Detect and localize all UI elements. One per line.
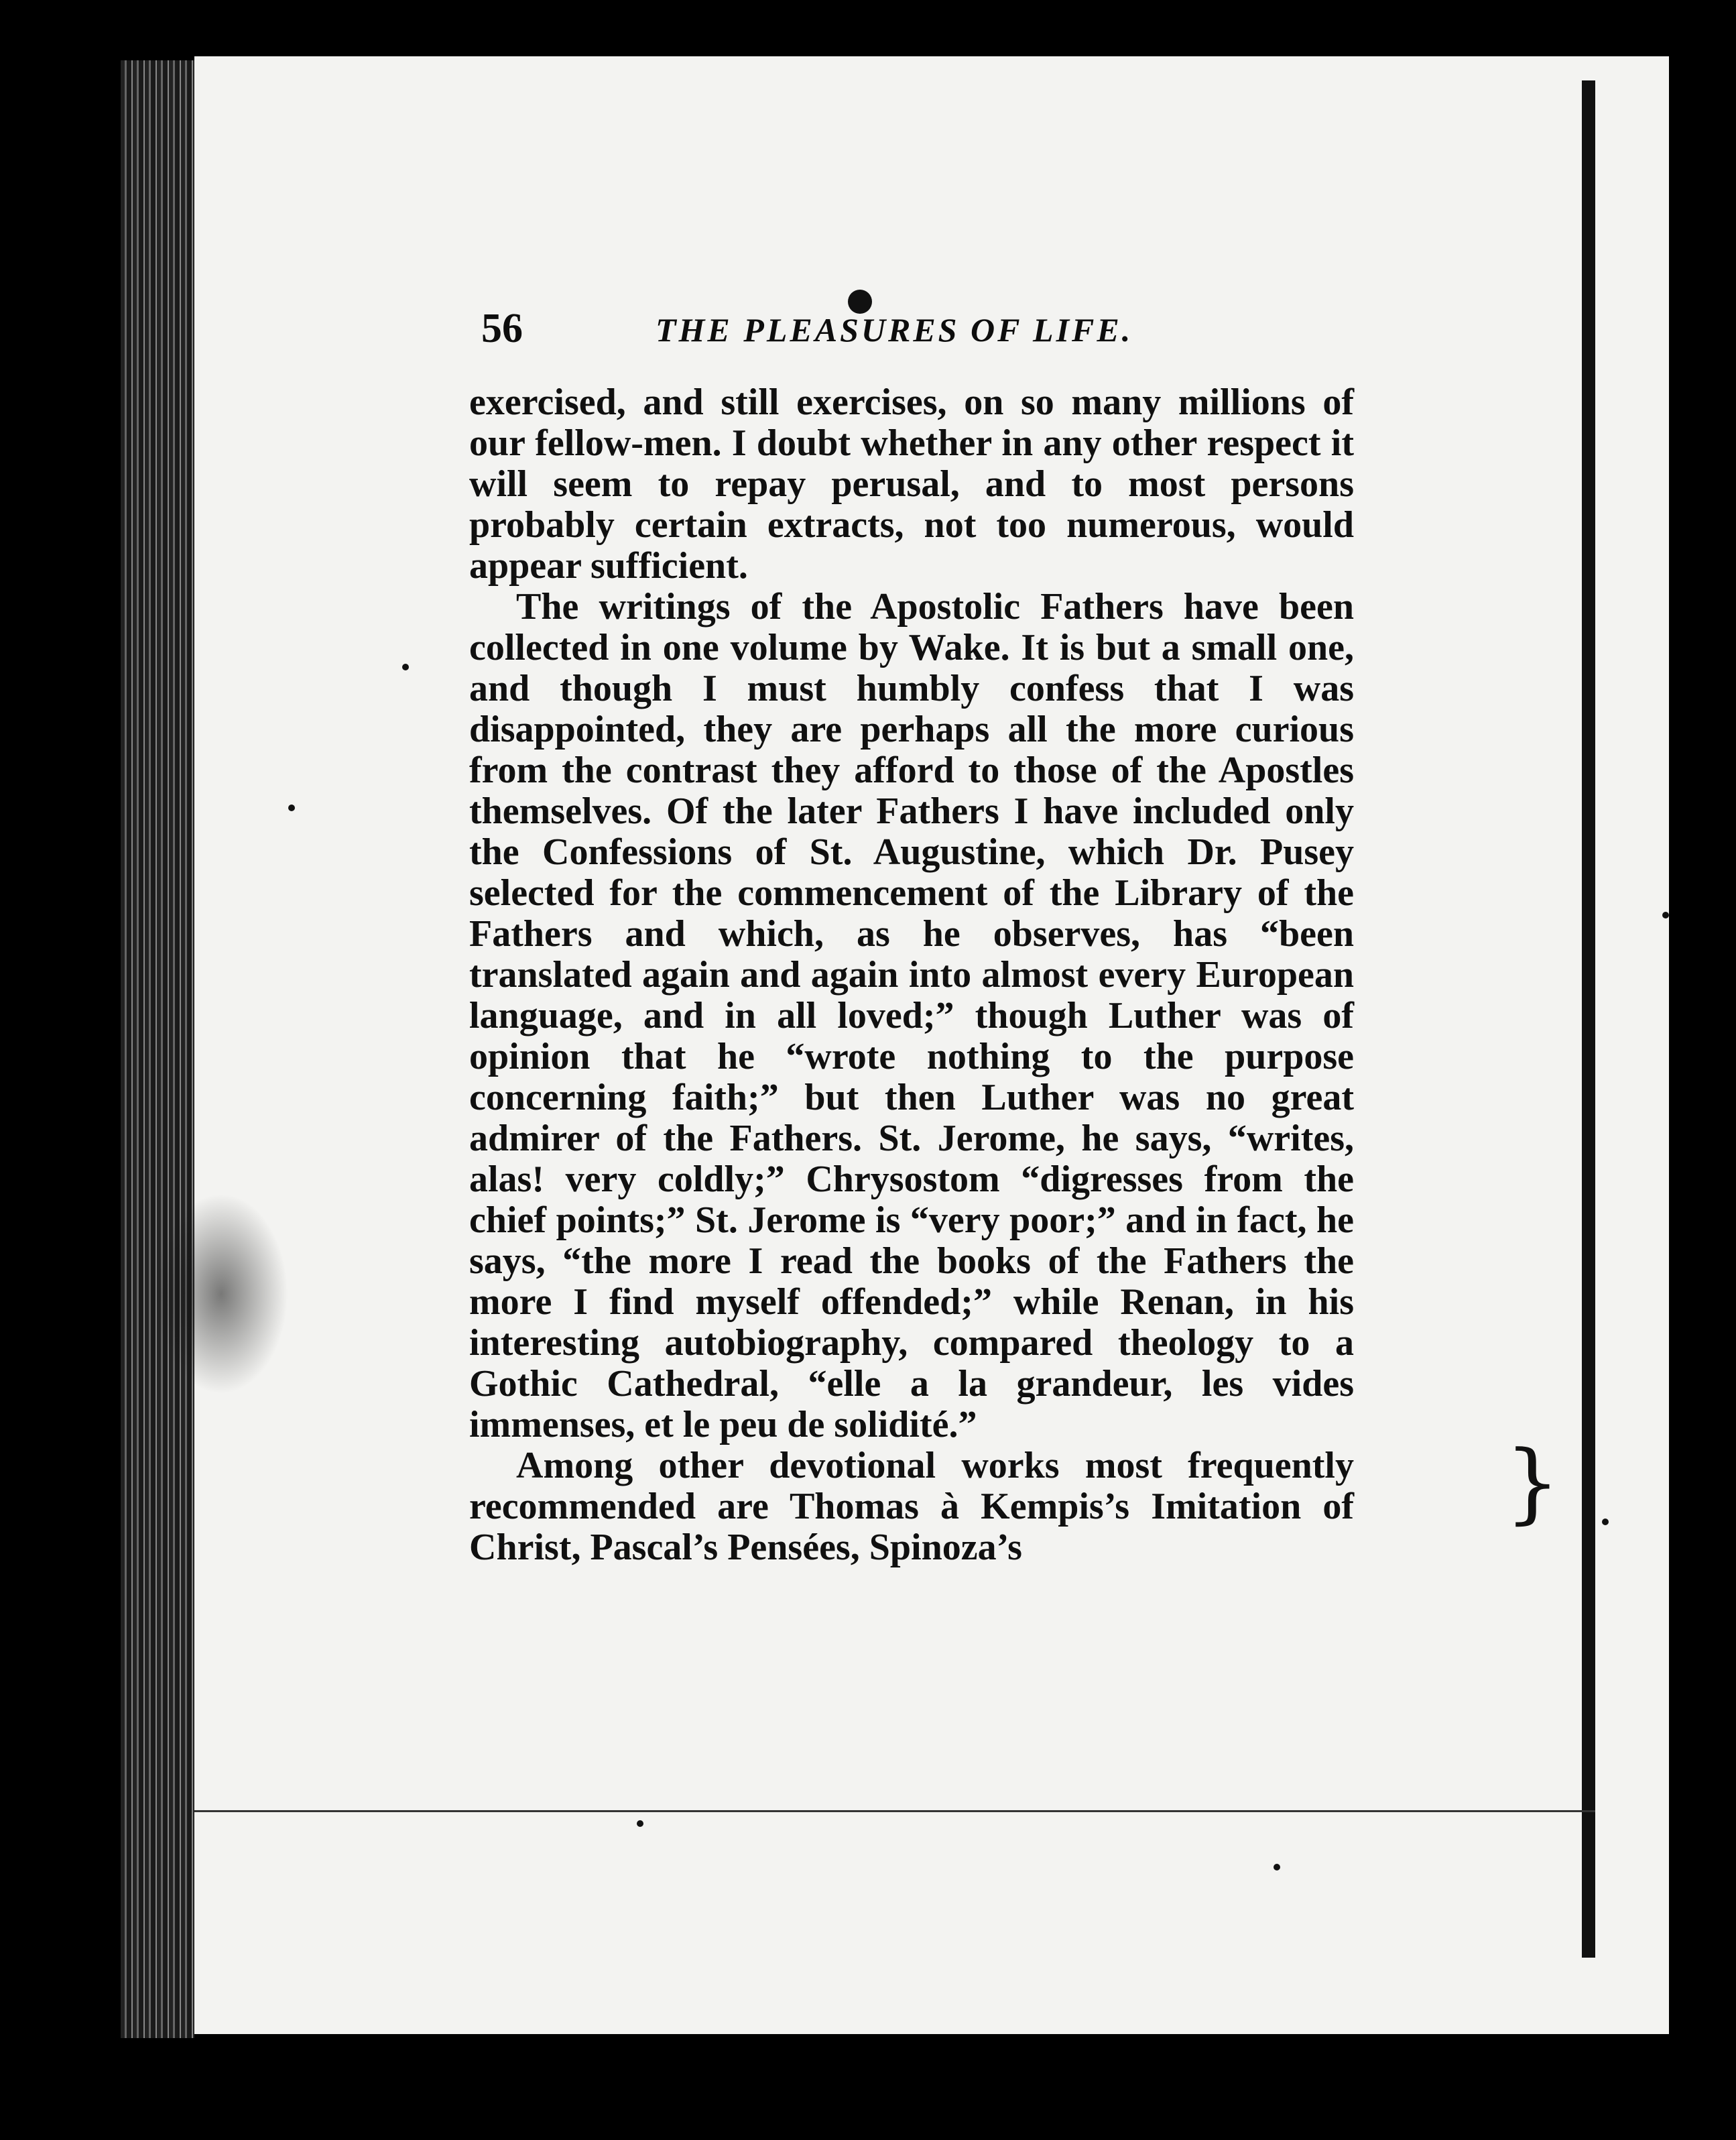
- page-edge: [1582, 80, 1595, 1958]
- speck: [637, 1820, 643, 1827]
- running-head: [481, 305, 1185, 359]
- paragraph-2: The writings of the Apostolic Fathers have been collected in one volume by Wake. It is but a small one, and though I must humbly confess that I was disappointed, they are perhaps all the more curious from the contrast they afford to those of the Apostles themselves. Of the later Fathers I have included only the Confessions of St. Augustine, which Dr. Pusey selected for the commencement of the Library of the Fathers and which, as he observes, has “been translated again and again into almost every European language, and in all loved;” though Luther was of opinion that he “wrote nothing to the purpose concerning faith;” but then Luther was no great admirer of the Fathers. St. Jerome, he says, “writes, alas! very coldly;” Chrysostom “digresses from the chief points;” St. Jerome is “very poor;” and in fact, he says, “the more I read the books of the Fathers the more I find myself offended;” while Renan, in his interesting autobiography, compared theology to a Gothic Cathedral, “elle a la grandeur, les vides immenses, et le peu de solidité.”: [469, 586, 1354, 1445]
- speck: [288, 805, 295, 811]
- book-gutter: [121, 60, 194, 2038]
- speck: [402, 664, 409, 670]
- paragraph-3: Among other devotional works most frequently recommended are Thomas à Kempis’s Imitation of Christ, Pascal’s Pensées, Spinoza’s: [469, 1445, 1354, 1568]
- fold-line: [194, 1810, 1595, 1812]
- paragraph-1: exercised, and still exercises, on so many millions of our fellow-men. I doubt whether in any other respect it will seem to repay perusal, and to most persons probably certain extracts, not too numerous, would appear sufficient.: [469, 381, 1354, 587]
- body-text: [469, 382, 1354, 1568]
- ink-smudge: [154, 1193, 288, 1394]
- speck: [1662, 912, 1669, 918]
- speck: [1602, 1519, 1609, 1525]
- margin-annotation: }: [1505, 1431, 1560, 1533]
- book-title: THE PLEASURES OF LIFE.: [656, 311, 1133, 349]
- page-number: 56: [481, 306, 523, 351]
- speck: [1274, 1864, 1280, 1870]
